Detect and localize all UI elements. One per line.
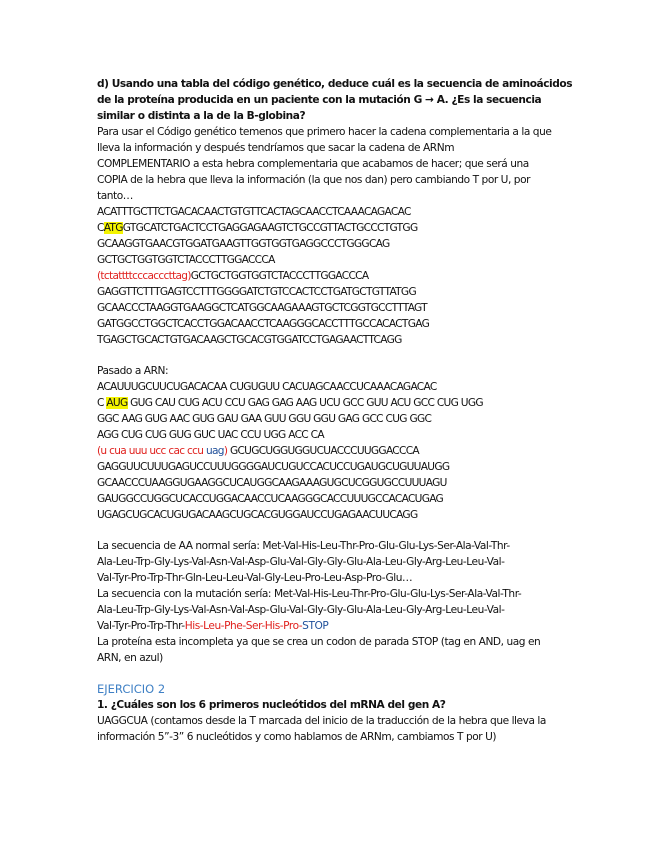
spacer [97,666,567,681]
conclusion-line: La proteína esta incompleta ya que se crea un codon de parada STOP (tag en AND, uag en [97,636,541,648]
conclusion-line: ARN, en azul) [97,652,163,664]
start-codon-highlight: ATG [103,222,123,234]
arn-text: GCUGCUGGUGGUCUACCCUUGGACCCA [227,445,419,457]
dna-text: GTGCATCTGACTCCTGAGGAGAAGTCTGCCGTTACTGCCCTGTGG [122,222,418,234]
aa-mutation-line: Ala-Leu-Trp-Gly-Lys-Val-Asn-Val-Asp-Glu-Val-Gly-Gly-Glu-Ala-Leu-Gly-Arg-Leu-Leu-Val- [97,604,505,616]
aa-normal-line: Val-Tyr-Pro-Trp-Thr-Gln-Leu-Leu-Val-Gly-Leu-Pro-Leu-Asp-Pro-Glu… [97,572,413,584]
aa-mutation-line [97,618,567,634]
dna-sequence-line: ACATTTGCTTCTGACACAACTGTGTTCACTAGCAACCTCAAACAGACAC [97,206,411,218]
mutated-aa-red: His-Leu-Phe-Ser-His-Pro- [184,620,303,632]
intro-line: Para usar el Código genético temenos que primero hacer la cadena complementaria a la que [97,126,552,138]
mutation-insert-red: (tctattttcccacccttag) [97,270,191,282]
intro-line: tanto… [97,190,133,202]
dna-sequence-line: TGAGCTGCACTGTGACAAGCTGCACGTGGATCCTGAGAACTTCAGG [97,334,402,346]
question-d-line: de la proteína producida en un paciente con la mutación G → A. ¿Es la secuencia [97,94,542,106]
dna-sequence-line: GATGGCCTGGCTCACCTGGACAACCTCAAGGGCACCTTTGCCACACTGAG [97,318,430,330]
exercise-2-answer-line: UAGGCUA (contamos desde la T marcada del inicio de la traducción de la hebra que lleva la [97,715,546,727]
arn-sequence-line: UGAGCUGCACUGUGACAAGCUGCACGUGGAUCCUGAGAACUUCAGG [97,509,418,521]
stop-codon-blue: uag [206,445,224,457]
dna-sequence-line [97,220,567,236]
arn-sequence-line: GAGGUUCUUUGAGUCCUUUGGGGAUCUGUCCACUCCUGAUGCUGUUAUGG [97,461,450,473]
intro-line: COMPLEMENTARIO a esta hebra complementaria que acabamos de hacer; que será una [97,158,529,170]
question-d-line: similar o distinta a la de la B-globina? [97,110,306,122]
aa-mutation-line: La secuencia con la mutación sería: Met-Val-His-Leu-Thr-Pro-Glu-Glu-Lys-Ser-Ala-Val-Thr- [97,588,522,600]
dna-text: GCTGCTGGTGGTCTACCCTTGGACCCA [190,270,369,282]
arn-sequence-line: ACAUUUGCUUCUGACACAA CUGUGUU CACUAGCAACCUCAAACAGACAC [97,381,437,393]
intro-line: COPIA de la hebra que lleva la información (la que nos dan) pero cambiando T por U, por [97,174,531,186]
exercise-2-answer-line: información 5”-3” 6 nucleótidos y como hablamos de ARNm, cambiamos T por U) [97,731,497,743]
dna-sequence-line: GAGGTTCTTTGAGTCCTTTGGGGATCTGTCCACTCCTGATGCTGTTATGG [97,286,416,298]
arn-text: GUG CAU CUG ACU CCU GAG GAG AAG UCU GCC GUU ACU GCC CUG UGG [127,397,483,409]
dna-sequence-line: GCAAGGTGAACGTGGATGAAGTTGGTGGTGAGGCCCTGGGCAG [97,238,390,250]
start-codon-highlight: AUG [106,397,128,409]
aa-normal-line: La secuencia de AA normal sería: Met-Val-His-Leu-Thr-Pro-Glu-Glu-Lys-Ser-Ala-Val-Thr- [97,540,510,552]
arn-text: C [97,397,107,409]
arn-sequence-line: GCAACCCUAAGGUGAAGGCUCAUGGCAAGAAAGUGCUCGGUGCCUUUAGU [97,477,447,489]
aa-normal-line: Ala-Leu-Trp-Gly-Lys-Val-Asn-Val-Asp-Glu-Val-Gly-Gly-Glu-Ala-Leu-Gly-Arg-Leu-Leu-Val- [97,556,505,568]
spacer [97,523,567,538]
intro-line: lleva la información y después tendríamos que sacar la cadena de ARNm [97,142,455,154]
arn-sequence-line: AGG CUG CUG GUG GUC UAC CCU UGG ACC CA [97,429,324,441]
arn-sequence-line [97,443,567,459]
document-page [97,76,573,745]
stop-label-blue: STOP [302,620,329,632]
question-d-line: d) Usando una tabla del código genético, deduce cuál es la secuencia de aminoácidos [97,78,573,90]
dna-sequence-line [97,268,567,284]
aa-text: Val-Tyr-Pro-Trp-Thr- [97,620,185,632]
mutation-insert-red: (u cua uuu ucc cac ccu [97,445,206,457]
mutation-insert-red: ) [223,445,228,457]
dna-text: C [97,222,104,234]
arn-sequence-line: GAUGGCCUGGCUCACCUGGACAACCUCAAGGGCACCUUUGCCACACUGAG [97,493,444,505]
exercise-2-heading: EJERCICIO 2 [97,682,166,696]
arn-sequence-line: GGC AAG GUG AAC GUG GAU GAA GUU GGU GGU GAG GCC CUG GGC [97,413,432,425]
dna-sequence-line: GCAACCCTAAGGTGAAGGCTCATGGCAAGAAAGTGCTCGGTGCCTTTAGT [97,302,427,314]
arn-label: Pasado a ARN: [97,365,169,377]
exercise-2-question: 1. ¿Cuáles son los 6 primeros nucleótidos del mRNA del gen A? [97,699,446,711]
spacer [97,348,567,363]
arn-sequence-line [97,395,567,411]
dna-sequence-line: GCTGCTGGTGGTCTACCCTTGGACCCA [97,254,275,266]
